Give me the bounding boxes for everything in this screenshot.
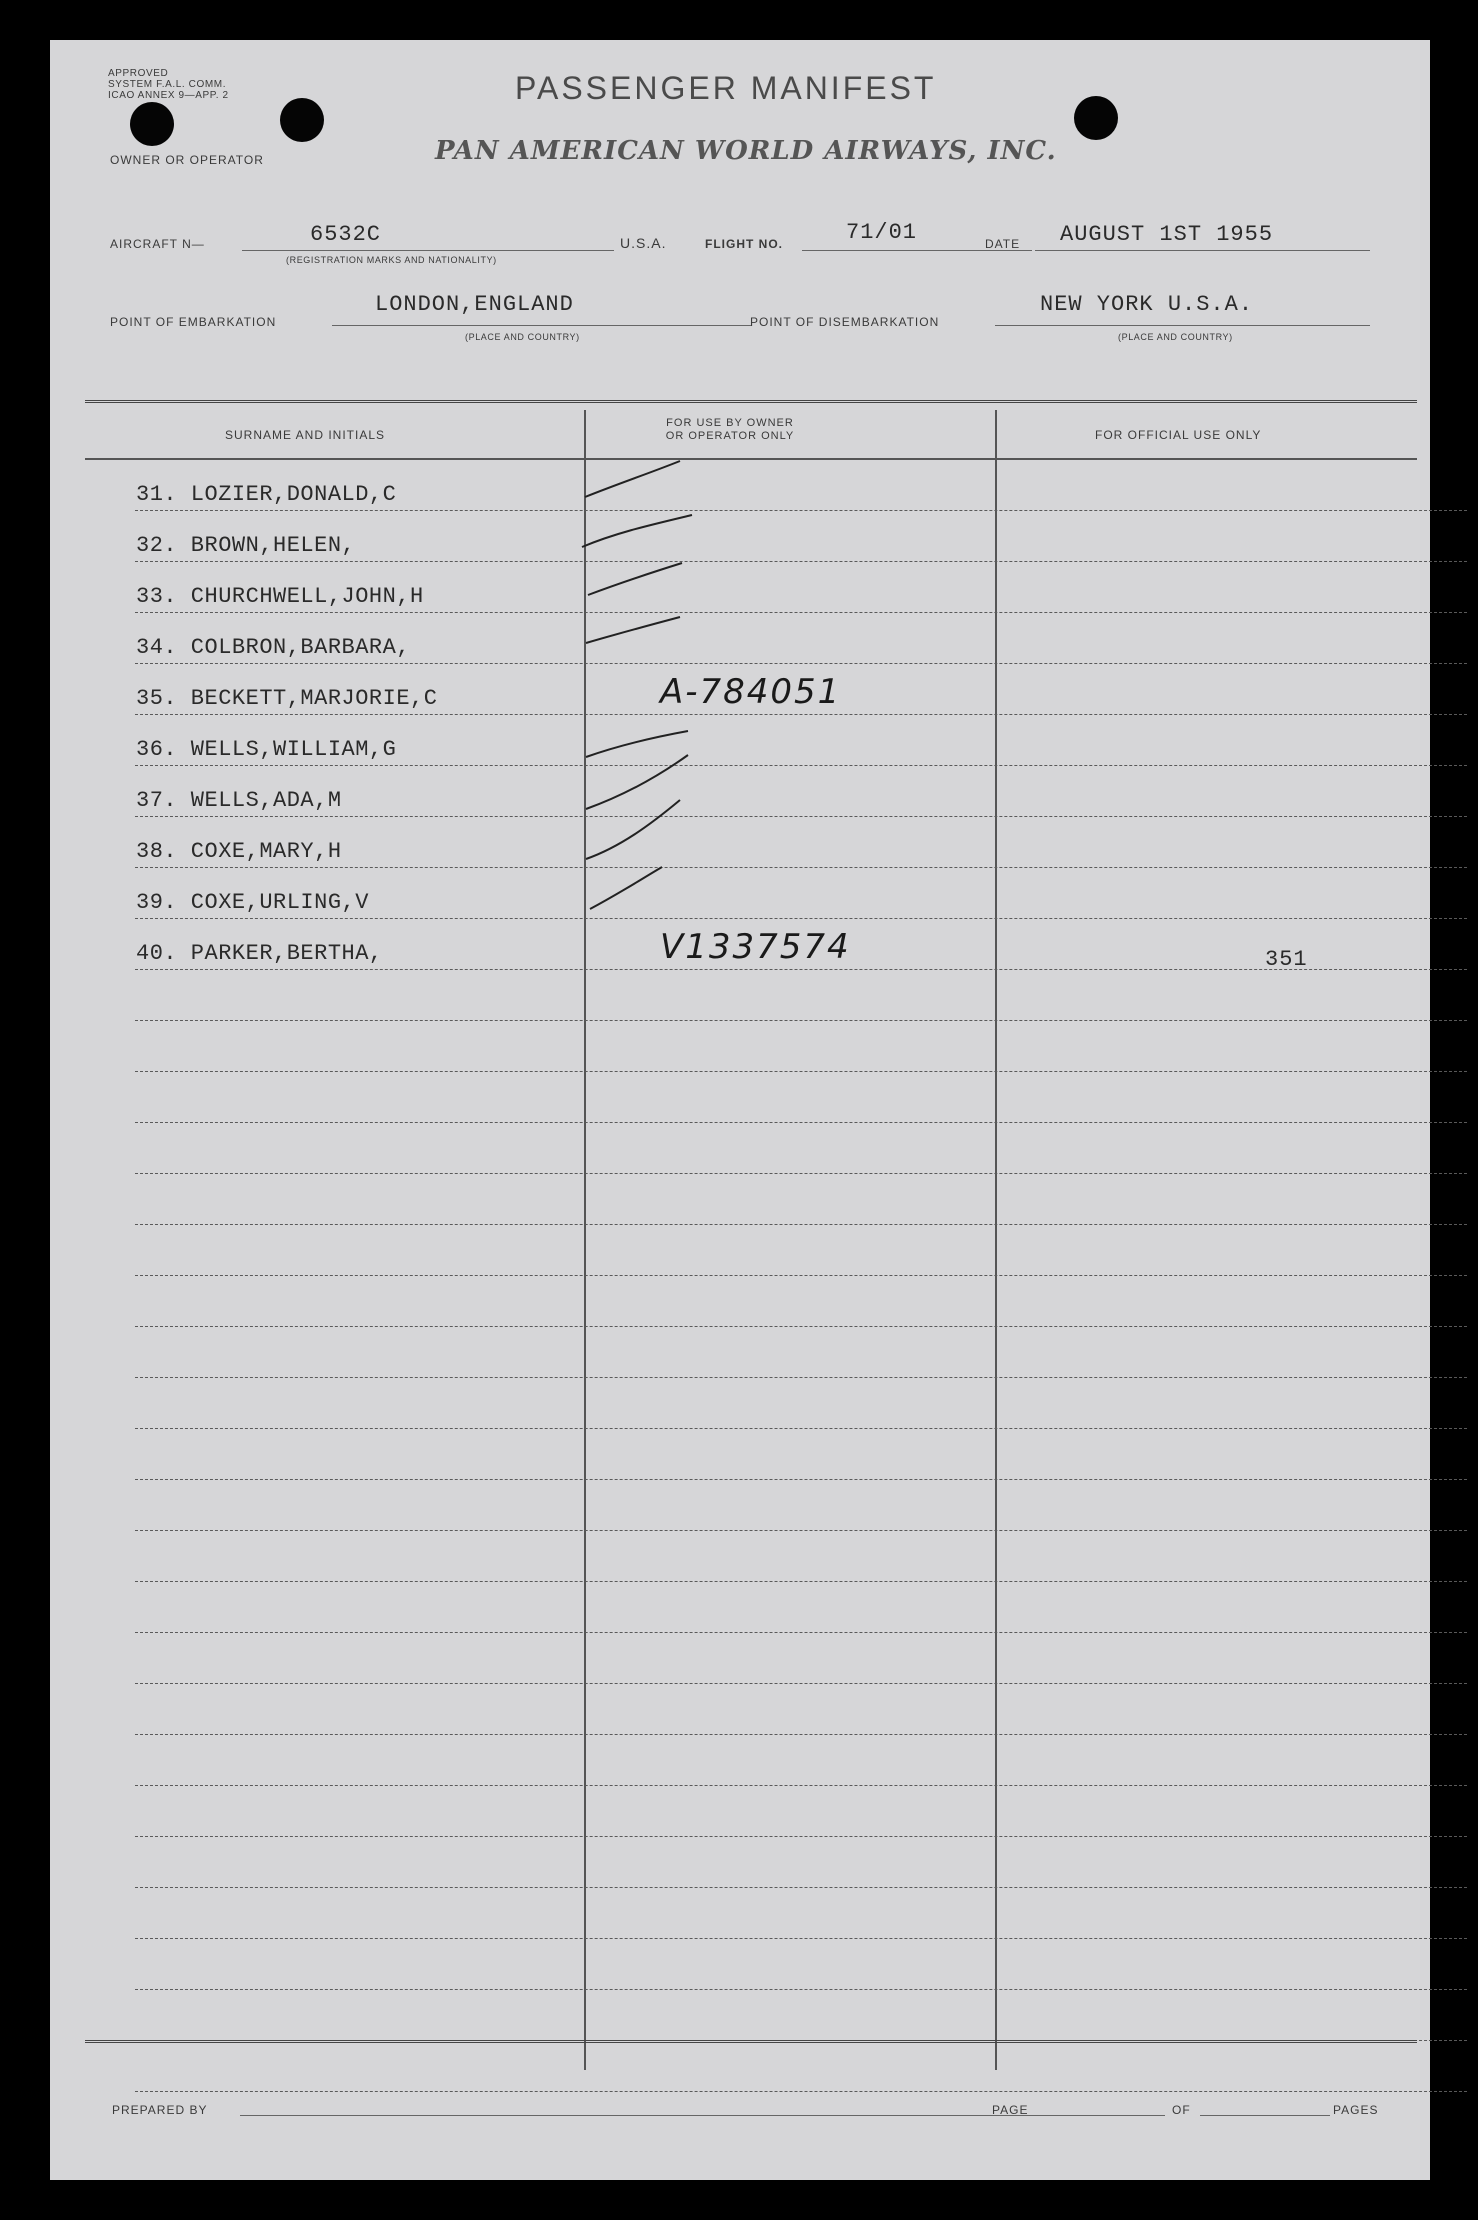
table-row-line xyxy=(135,1989,1467,1990)
column-header-owner-line: OR OPERATOR ONLY xyxy=(665,430,795,442)
passenger-name: 34. COLBRON,BARBARA, xyxy=(136,635,411,660)
page-underline xyxy=(1040,2115,1165,2116)
passenger-name: 40. PARKER,BERTHA, xyxy=(136,941,383,966)
check-stroke xyxy=(586,731,688,757)
date-value: AUGUST 1ST 1955 xyxy=(1060,222,1274,247)
check-stroke xyxy=(586,755,688,809)
check-stroke xyxy=(590,867,662,909)
table-row-line xyxy=(135,663,1467,664)
passenger-name: 33. CHURCHWELL,JOHN,H xyxy=(136,584,424,609)
disembarkation-label: POINT OF DISEMBARKATION xyxy=(750,315,940,329)
aircraft-label: AIRCRAFT N— xyxy=(110,237,205,251)
approval-line: ICAO ANNEX 9—APP. 2 xyxy=(108,90,229,101)
underline xyxy=(332,325,752,326)
aircraft-caption: (REGISTRATION MARKS AND NATIONALITY) xyxy=(286,255,497,265)
punch-hole xyxy=(280,98,324,142)
table-row-line xyxy=(135,1326,1467,1327)
owner-note: V1337574 xyxy=(660,927,851,967)
check-stroke xyxy=(586,800,680,859)
table-top-border xyxy=(85,400,1417,403)
embarkation-caption: (PLACE AND COUNTRY) xyxy=(465,332,580,342)
underline xyxy=(1035,250,1370,251)
table-row-line xyxy=(135,1581,1467,1582)
table-bottom-border xyxy=(85,2040,1417,2043)
table-row-line xyxy=(135,1428,1467,1429)
official-value: 351 xyxy=(1265,947,1308,972)
underline xyxy=(995,325,1370,326)
page-label: PAGE xyxy=(992,2103,1029,2117)
table-row-line xyxy=(135,1683,1467,1684)
owner-checkmarks xyxy=(580,455,720,935)
flight-value: 71/01 xyxy=(846,220,918,245)
owner-value: PAN AMERICAN WORLD AIRWAYS, INC. xyxy=(435,136,1057,166)
manifest-paper xyxy=(50,40,1430,2180)
passenger-name: 39. COXE,URLING,V xyxy=(136,890,369,915)
table-row-line xyxy=(135,1020,1467,1021)
column-header-official: FOR OFFICIAL USE ONLY xyxy=(1095,428,1262,442)
check-stroke xyxy=(586,617,680,643)
table-row-line xyxy=(135,1938,1467,1939)
approval-block xyxy=(108,68,229,101)
table-row-line xyxy=(135,1785,1467,1786)
table-row-line xyxy=(135,1887,1467,1888)
aircraft-value: 6532C xyxy=(310,222,382,247)
table-row-line xyxy=(135,1734,1467,1735)
check-stroke xyxy=(582,515,692,547)
table-row-line xyxy=(135,816,1467,817)
passenger-name: 35. BECKETT,MARJORIE,C xyxy=(136,686,438,711)
embarkation-label: POINT OF EMBARKATION xyxy=(110,315,277,329)
prepared-by-label: PREPARED BY xyxy=(112,2103,208,2117)
table-row-line xyxy=(135,2091,1467,2092)
table-row-line xyxy=(135,1836,1467,1837)
of-label: OF xyxy=(1172,2103,1191,2117)
column-header-owner-line: FOR USE BY OWNER xyxy=(666,417,794,429)
approval-line: APPROVED xyxy=(108,68,169,79)
table-row-line xyxy=(135,918,1467,919)
table-row-line xyxy=(135,1173,1467,1174)
column-divider xyxy=(995,410,997,2070)
passenger-name: 36. WELLS,WILLIAM,G xyxy=(136,737,397,762)
table-row-line xyxy=(135,612,1467,613)
embarkation-value: LONDON,ENGLAND xyxy=(375,292,574,317)
disembarkation-value: NEW YORK U.S.A. xyxy=(1040,292,1254,317)
prepared-by-underline xyxy=(240,2115,1040,2116)
table-row-line xyxy=(135,561,1467,562)
underline xyxy=(242,250,614,251)
column-header-surname: SURNAME AND INITIALS xyxy=(225,428,386,442)
punch-hole xyxy=(130,102,174,146)
table-row-line xyxy=(135,867,1467,868)
of-underline xyxy=(1200,2115,1330,2116)
table-row-line xyxy=(135,510,1467,511)
check-stroke xyxy=(585,461,680,497)
table-row-line xyxy=(135,1122,1467,1123)
table-row-line xyxy=(135,1224,1467,1225)
passenger-name: 31. LOZIER,DONALD,C xyxy=(136,482,397,507)
table-row-line xyxy=(135,1479,1467,1480)
passenger-name: 32. BROWN,HELEN, xyxy=(136,533,356,558)
country-label: U.S.A. xyxy=(620,235,667,251)
pages-label: PAGES xyxy=(1333,2103,1379,2117)
table-row-line xyxy=(135,1632,1467,1633)
table-row-line xyxy=(135,714,1467,715)
approval-line: SYSTEM F.A.L. COMM. xyxy=(108,79,227,90)
owner-note: A-784051 xyxy=(660,672,842,712)
flight-label: FLIGHT NO. xyxy=(705,237,783,251)
punch-hole xyxy=(1074,96,1118,140)
table-row-line xyxy=(135,765,1467,766)
passenger-name: 38. COXE,MARY,H xyxy=(136,839,342,864)
date-label: DATE xyxy=(985,237,1021,251)
table-row-line xyxy=(135,1377,1467,1378)
page-title: PASSENGER MANIFEST xyxy=(515,70,937,106)
column-header-owner xyxy=(615,417,845,443)
table-row-line xyxy=(135,1530,1467,1531)
passenger-name: 37. WELLS,ADA,M xyxy=(136,788,342,813)
table-row-line xyxy=(135,1071,1467,1072)
disembarkation-caption: (PLACE AND COUNTRY) xyxy=(1118,332,1233,342)
check-stroke xyxy=(588,563,682,595)
table-row-line xyxy=(135,1275,1467,1276)
owner-label: OWNER OR OPERATOR xyxy=(110,153,264,167)
header-divider xyxy=(85,458,1417,460)
